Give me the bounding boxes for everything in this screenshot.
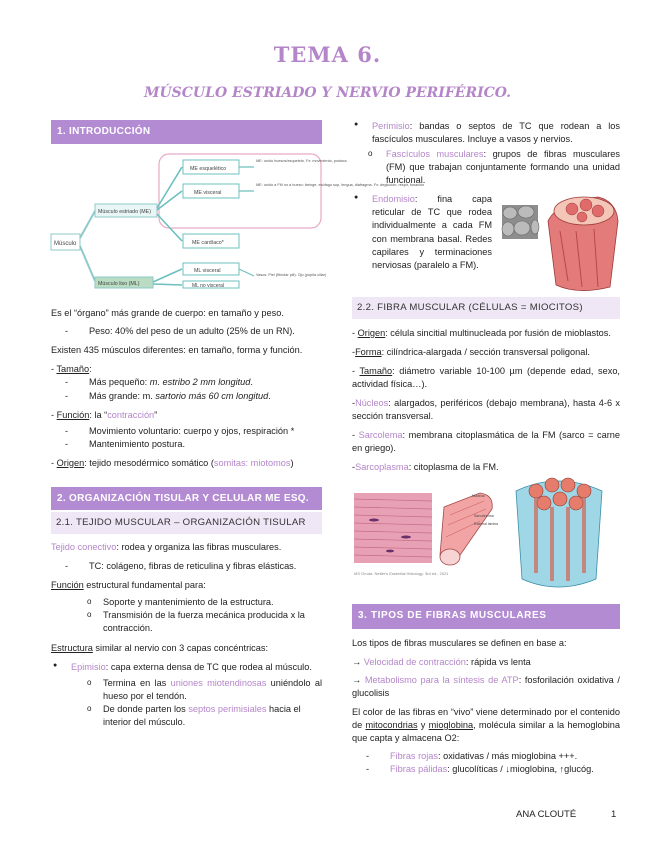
funcf-text: estructural fundamental para: [83,579,206,590]
muscle-bundle-illustration [538,191,620,295]
sp-text: : citoplasma de la FM. [408,462,499,473]
n-text: : alargados, periféricos (debajo membrana), hasta 4-6 x sección transversal. [352,398,620,422]
tipos-metabolismo: → Metabolismo para la síntesis de ATP: fosforilación oxidativa / glucolisis [352,674,620,698]
fig-lamina-label: External lamina [474,522,499,527]
rojas-label: Fibras rojas [390,751,438,762]
footer-page-number: 1 [611,809,617,820]
estr-text: similar al nervio con 3 capas concéntricas: [92,642,269,653]
diag-note1-text: ME: unido huesos/esqueleto. Fx: movimiento, postura. [256,159,348,164]
epi-c1-pre: Termina en las [103,678,171,689]
section-organizacion: 2. ORGANIZACIÓN TISULAR Y CELULAR ME ESQ. [51,487,322,510]
tipos-velocidad: → Velocidad de contracción: rápida vs lenta [352,656,531,667]
right-column [352,120,620,776]
page-subtitle: MÚSCULO ESTRIADO Y NERVIO PERIFÉRICO. [143,85,512,101]
color-mio: mioglobina [428,719,474,730]
tc-dash: - TC: colágeno, fibras de reticulina y fibras elásticas. [51,560,322,573]
epimisio-item [51,661,322,674]
fibra-sarcolema: - Sarcolema: membrana citoplasmática de la FM (sarco = carne en griego). [352,430,621,454]
f-text: : cilíndrica-alargada / sección transversal poligonal. [381,346,590,357]
diag-ml-visc: ML visceral [194,268,221,275]
palidas-text: : glucolíticas / ↓mioglobina, ↑glucóg. [447,764,594,775]
endomisio-item [352,193,492,271]
epi-c1-val: uniones miotendinosas [170,678,267,689]
o-label: Origen [357,327,386,338]
func-val: contracción [107,409,155,420]
s-text: : membrana citoplasmática de la FM (sarco = carne en griego). [352,430,621,454]
peri-text: : bandas o septos de TC que rodean a los fascículos musculares. Incluye a vasos y nervios. [372,121,620,145]
fibra-forma: -Forma: cilíndrica-alargada / sección transversal poligonal. [352,346,590,357]
funcion-d2: - Mantenimiento postura. [51,438,322,451]
fibras-palidas [352,763,620,776]
met-label: Metabolismo para la síntesis de ATP [364,674,519,685]
orig-text: : tejido mesodérmico somático ( [84,457,214,468]
funcf-label: Función [51,579,84,590]
page-title: TEMA 6. [273,42,382,67]
epi-c2-post: hacia el interior del músculo. [103,704,301,728]
endomisio-block [352,193,620,293]
tamano-label: Tamaño [56,364,90,375]
t-label: Tamaño [359,366,393,377]
epi-c1 [51,677,322,703]
funcf-c1: o Soporte y mantenimiento de la estructura. [51,596,322,609]
fasciculos-item [352,148,620,187]
tipos-color [352,706,620,745]
epi-c2 [51,703,322,729]
figure-source: MS Oruda. Netter's Essential Histology. 3rd ed., 2021 [354,571,449,577]
intro-line-2: Existen 435 músculos diferentes: en tamaño, forma y función. [51,345,303,356]
tam-big-pre: Más grande: m. [89,390,156,401]
funcf-line [51,579,322,592]
epi-c2-pre: De donde parten los [103,704,189,715]
origen-line: - Origen: tejido mesodérmico somático (somitas: miotomos) [51,457,294,468]
fibras-rojas [352,750,620,763]
fibra-nucleos: -Núcleos: alargados, periféricos (debajo membrana), hasta 4-6 x sección transversal. [352,398,620,422]
fibra-origen: - Origen: célula sincitial multinucleada por fusión de mioblastos. [352,327,611,338]
tc-text: : rodea y organiza las fibras musculares. [116,541,282,552]
funcion-d1: - Movimiento voluntario: cuerpo y ojos, respiración * [51,425,322,438]
tam-big-val: sartorio más 60 cm longitud [155,390,269,401]
peri-c-text: : grupos de fibras musculares (FM) que trabajan conjuntamente formando una unidad funcional. [386,149,621,186]
funcion-label: Función [56,409,90,420]
peri-c-label: Fascículos musculares [386,149,484,160]
sp-label: Sarcoplasma [355,462,409,473]
color-mito: mitocondrias [365,719,418,730]
histology-micrograph [354,493,432,563]
perimisio-item [352,120,620,146]
diag-me-esq: ME esquelético [190,166,227,173]
tamano-small: - Más pequeño: m. estribo 2 mm longitud. [51,376,322,389]
fascicle-illustration [506,473,612,595]
rojas-text: : oxidativas / más mioglobina +++. [438,751,578,762]
endomisio-micrograph [502,205,538,239]
funcion-heading: - Función: la “contracción” [51,409,158,420]
palidas-label: Fibras pálidas [390,764,448,775]
subsection-fibra: 2.2. FIBRA MUSCULAR (CÉLULAS = MIOCITOS) [352,297,620,319]
fiber-cylinder-illustration [436,487,499,571]
intro-line-1: Es el “órgano” más grande de cuerpo: en tamaño y peso. [51,308,284,319]
s-label: Sarcolema [358,430,403,441]
diag-note3-text: Vasos. Piel (fibrolar pili). Ojo (pupila ciliar) [256,273,327,278]
met-text: : fosforilación oxidativa / glucolisis [352,674,620,698]
estr-label: Estructura [51,642,93,653]
intro-peso: - Peso: 40% del peso de un adulto (25% de un RN). [51,325,322,338]
fig-sarcolemma-label: Sarcolemma [474,514,494,519]
tam-small-val: m. estribo 2 mm longitud [149,377,251,388]
epi-label: Epimisio [71,662,106,673]
tipos-intro: Los tipos de fibras musculares se definen en base a: [352,637,567,648]
tam-small-pre: Más pequeño: [89,377,150,388]
diag-me-card: ME cardíaco* [192,240,224,247]
subsection-tejido: 2.1. TEJIDO MUSCULAR – ORGANIZACIÓN TISULAR [51,512,322,534]
func-post: ” [154,409,158,420]
diag-ml: Músculo liso (ML) [98,281,140,288]
diag-ml-novisc: ML no visceral [192,283,225,290]
o-text: : célula sincitial multinucleada por fusión de mioblastos. [385,327,611,338]
diag-root: Músculo [54,241,77,248]
diag-me-visc: ME visceral [194,190,222,197]
tamano-heading: - Tamaño: [51,364,92,375]
color-text2: , molécula similar a la hemoglobina que capta y almacena O2: [352,719,621,744]
fibra-figures [350,481,620,593]
origen-label: Origen [56,457,85,468]
diag-note2-text: ME: unido a FM no a hueso: faringe, esófago sup, lengua, diafragma. Fx: deglución, respir, fonación [256,183,425,188]
peri-label: Perimisio [372,121,410,131]
orig-end: ) [290,457,294,468]
n-label: Núcleos [355,398,389,409]
t-text: : diámetro variable 10-100 µm (depende edad, sexo, actividad física…). [352,366,620,390]
vel-text: : rápida vs lenta [465,656,531,667]
fibra-sarcoplasma: -Sarcoplasma: citoplasma de la FM. [352,462,499,473]
epi-c2-val: septos perimisiales [188,704,267,715]
color-text1: El color de las fibras en “vivo” viene determinado por el contenido de [352,706,620,730]
color-y: y [417,719,429,730]
funcf-c2: o Transmisión de la fuerza mecánica producida x la contracción. [51,609,322,635]
section-tipos-fibras: 3. TIPOS DE FIBRAS MUSCULARES [352,604,620,628]
orig-val: somitas: miotomos [213,457,291,468]
estr-line [51,642,322,655]
diag-note1 [256,159,348,163]
epi-c1-post: uniéndolo al hueso por el tendón. [103,678,323,702]
func-pre: : la “ [89,409,108,420]
section-introduccion: 1. INTRODUCCIÓN [51,120,322,144]
fibra-tamano: - Tamaño: diámetro variable 10-100 µm (depende edad, sexo, actividad física…). [352,366,620,390]
fig-nucleus-label: Nucleus [472,494,485,499]
tc-label: Tejido conectivo [51,541,117,552]
endo-label: Endomisio [372,194,415,205]
endo-text: : fina capa reticular de TC que rodea individualmente a cada FM con membrana basal. Redes capilares y terminaciones nerviosas (paralelo a FM). [372,194,492,270]
epi-text: : capa externa densa de TC que rodea al músculo. [105,662,312,673]
tc-line [51,541,322,554]
tamano-big: - Más grande: m. sartorio más 60 cm longitud. [51,390,322,403]
f-label: Forma [355,346,382,357]
footer-author: ANA CLOUTÉ [516,809,577,820]
diag-me: Músculo estriado (ME) [98,209,151,216]
vel-label: Velocidad de contracción [363,656,466,667]
diag-note3 [256,273,327,277]
